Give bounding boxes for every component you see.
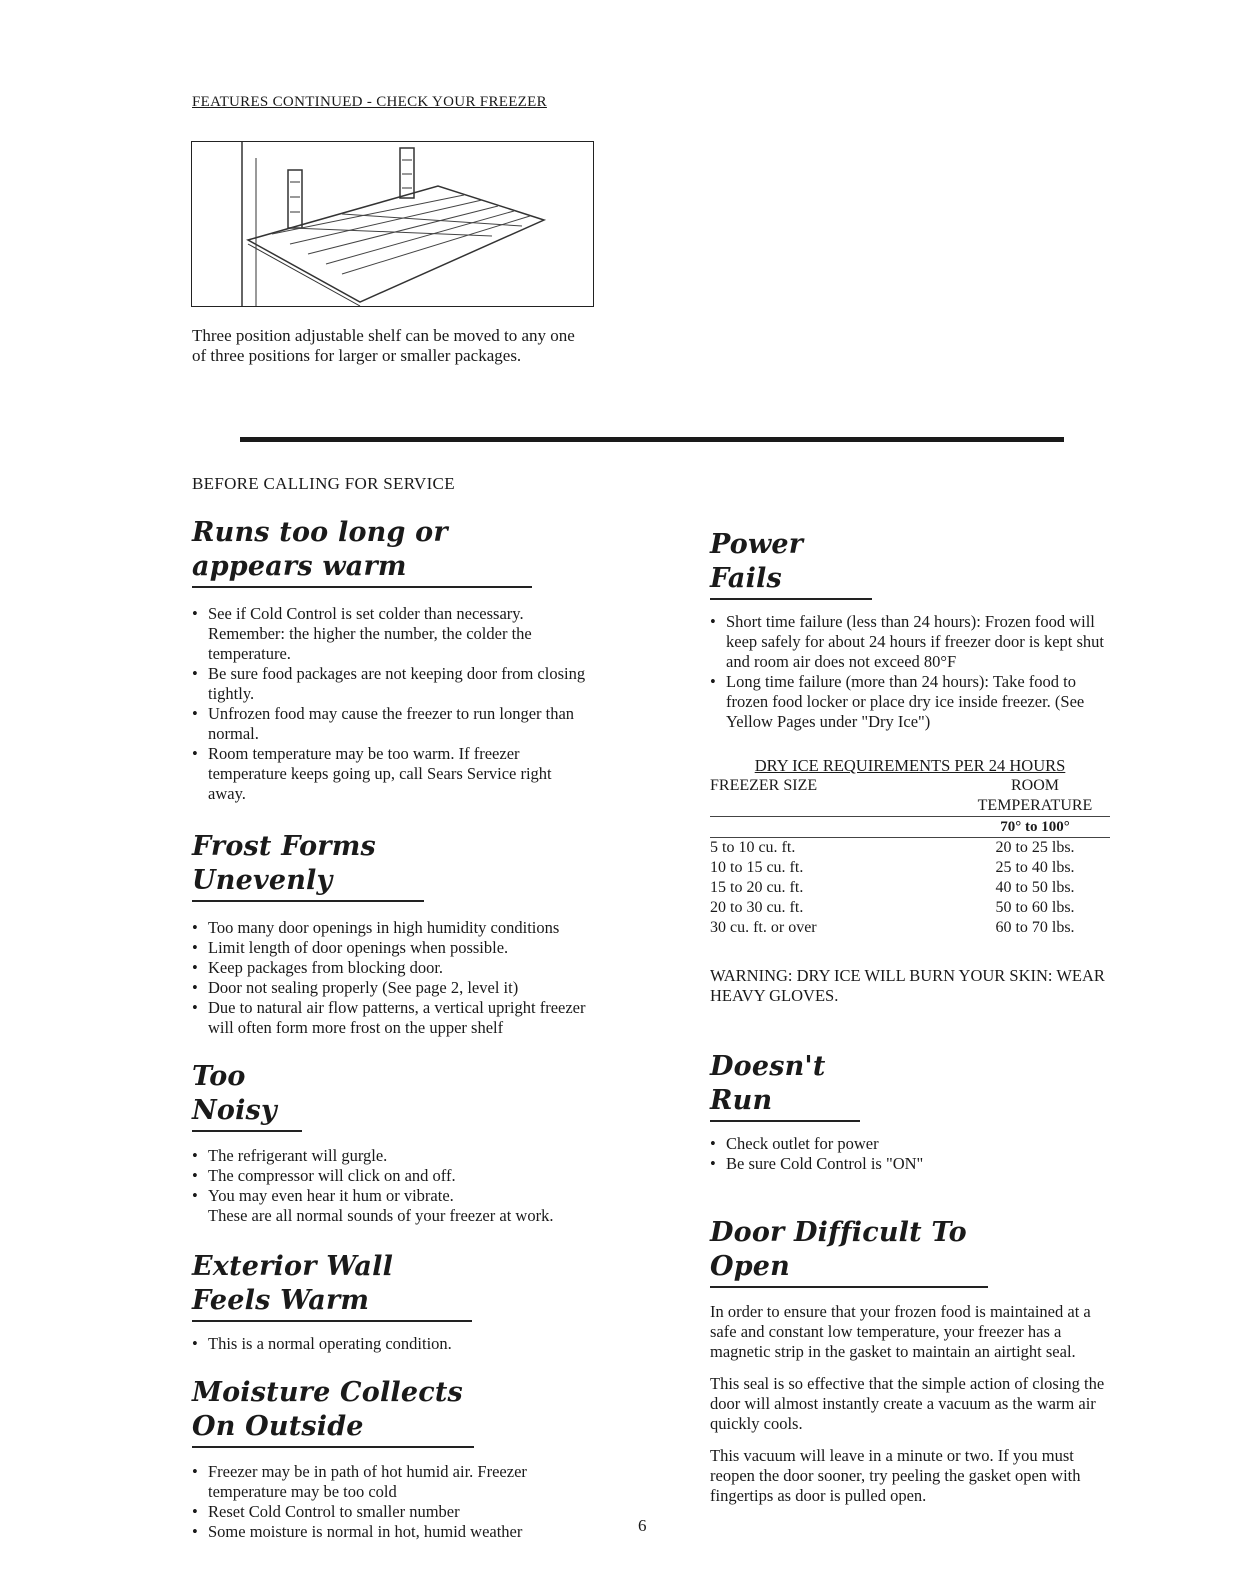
list-item: • Unfrozen food may cause the freezer to run longer than normal. bbox=[192, 704, 592, 744]
cell-size: 10 to 15 cu. ft. bbox=[710, 859, 804, 876]
door-paragraph: In order to ensure that your frozen food is maintained at a safe and constant low temperature, your freezer has a magnetic strip in the gasket to maintain an airtight seal. bbox=[710, 1302, 1091, 1361]
dry-ice-table bbox=[710, 756, 1110, 938]
col-room-temperature: ROOM TEMPERATURE bbox=[977, 777, 1093, 814]
page-number: 6 bbox=[638, 1516, 647, 1535]
list-item: • Too many door openings in high humidity conditions bbox=[192, 918, 592, 938]
col-freezer-size: FREEZER SIZE bbox=[710, 777, 818, 794]
doesnt-run-heading-rule bbox=[710, 1120, 860, 1122]
list-item: • See if Cold Control is set colder than necessary. Remember: the higher the number, the colder the temperature. bbox=[192, 604, 592, 664]
list-item: • This is a normal operating condition. bbox=[192, 1334, 592, 1354]
list-item: • Reset Cold Control to smaller number bbox=[192, 1502, 592, 1522]
exterior-list bbox=[192, 1334, 592, 1354]
list-item: • You may even hear it hum or vibrate. bbox=[192, 1186, 592, 1206]
door-heading-rule bbox=[710, 1286, 988, 1288]
dry-ice-subheader-row bbox=[710, 817, 1110, 838]
frost-title: Frost Forms Unevenly bbox=[192, 831, 376, 896]
power-title: Power Fails bbox=[710, 529, 804, 594]
table-row bbox=[710, 898, 1110, 918]
dry-ice-header-row bbox=[710, 776, 1110, 817]
table-row bbox=[710, 858, 1110, 878]
cell-amount: 40 to 50 lbs. bbox=[995, 879, 1075, 896]
table-row bbox=[710, 878, 1110, 898]
list-item: • Keep packages from blocking door. bbox=[192, 958, 592, 978]
list-item: • Freezer may be in path of hot humid air. Freezer temperature may be too cold bbox=[192, 1462, 592, 1502]
list-item: • Check outlet for power bbox=[710, 1134, 1110, 1154]
noisy-title: Too Noisy bbox=[192, 1061, 277, 1126]
list-item: • Some moisture is normal in hot, humid weather bbox=[192, 1522, 592, 1542]
cell-amount: 25 to 40 lbs. bbox=[995, 859, 1075, 876]
table-row bbox=[710, 918, 1110, 938]
cell-amount: 20 to 25 lbs. bbox=[995, 839, 1075, 856]
runs-title: Runs too long or appears warm bbox=[192, 517, 448, 582]
doesnt-run-title: Doesn't Run bbox=[710, 1051, 826, 1116]
dry-ice-warning: WARNING: DRY ICE WILL BURN YOUR SKIN: WEAR HEAVY GLOVES. bbox=[710, 966, 1105, 1005]
moisture-heading bbox=[192, 1376, 474, 1448]
noisy-heading-rule bbox=[192, 1130, 302, 1132]
list-item: • Door not sealing properly (See page 2, level it) bbox=[192, 978, 592, 998]
runs-heading bbox=[192, 516, 532, 588]
frost-heading bbox=[192, 830, 424, 902]
cell-size: 20 to 30 cu. ft. bbox=[710, 899, 804, 916]
list-item: • Room temperature may be too warm. If freezer temperature keeps going up, call Sears Service right away. bbox=[192, 744, 592, 804]
before-service-heading: BEFORE CALLING FOR SERVICE bbox=[192, 474, 455, 493]
door-paragraph: This seal is so effective that the simple action of closing the door will almost instantly create a vacuum as the warm air quickly cools. bbox=[710, 1374, 1105, 1433]
door-heading bbox=[710, 1216, 988, 1288]
cell-amount: 60 to 70 lbs. bbox=[995, 919, 1075, 936]
cell-size: 5 to 10 cu. ft. bbox=[710, 839, 796, 856]
power-heading-rule bbox=[710, 598, 872, 600]
shelf-figure-frame bbox=[191, 141, 594, 307]
temperature-range: 70° to 100° bbox=[1000, 819, 1070, 835]
cell-amount: 50 to 60 lbs. bbox=[995, 899, 1075, 916]
table-row bbox=[710, 838, 1110, 858]
dry-ice-title: DRY ICE REQUIREMENTS PER 24 HOURS bbox=[754, 756, 1066, 775]
cell-size: 15 to 20 cu. ft. bbox=[710, 879, 804, 896]
list-item: • The compressor will click on and off. bbox=[192, 1166, 592, 1186]
list-item: • Long time failure (more than 24 hours): Take food to frozen food locker or place dry ice inside freezer. (See Yellow Pages under "Dry Ice") bbox=[710, 672, 1110, 732]
right-column bbox=[710, 528, 1110, 1518]
list-item: • Due to natural air flow patterns, a vertical upright freezer will often form more frost on the upper shelf bbox=[192, 998, 592, 1038]
page-header-title: FEATURES CONTINUED - CHECK YOUR FREEZER bbox=[192, 94, 547, 110]
frost-list bbox=[192, 918, 592, 1038]
moisture-title: Moisture Collects On Outside bbox=[192, 1377, 463, 1442]
list-item: • Limit length of door openings when possible. bbox=[192, 938, 592, 958]
exterior-heading bbox=[192, 1250, 472, 1322]
door-paragraph: This vacuum will leave in a minute or two. If you must reopen the door sooner, try peeling the gasket open with fingertips as door is pulled open. bbox=[710, 1446, 1081, 1505]
frost-heading-rule bbox=[192, 900, 424, 902]
shelf-caption: Three position adjustable shelf can be moved to any one of three positions for larger or smaller packages. bbox=[192, 326, 575, 365]
noisy-heading bbox=[192, 1060, 302, 1132]
cell-size: 30 cu. ft. or over bbox=[710, 919, 817, 936]
noisy-list bbox=[192, 1146, 592, 1206]
list-item: • Be sure food packages are not keeping door from closing tightly. bbox=[192, 664, 592, 704]
exterior-heading-rule bbox=[192, 1320, 472, 1322]
list-item: • The refrigerant will gurgle. bbox=[192, 1146, 592, 1166]
adjustable-shelf-illustration bbox=[192, 142, 593, 306]
door-title: Door Difficult To Open bbox=[710, 1217, 967, 1282]
power-list bbox=[710, 612, 1110, 732]
doesnt-run-list bbox=[710, 1134, 1110, 1174]
door-paragraphs bbox=[710, 1302, 1110, 1506]
left-column bbox=[192, 516, 592, 1542]
doesnt-run-heading bbox=[710, 1050, 860, 1122]
list-item: • Short time failure (less than 24 hours): Frozen food will keep safely for about 24 hours if freezer door is kept shut and room air does not exceed 80°F bbox=[710, 612, 1110, 672]
power-heading bbox=[710, 528, 872, 600]
noisy-note: These are all normal sounds of your freezer at work. bbox=[208, 1206, 554, 1225]
runs-heading-rule bbox=[192, 586, 532, 588]
exterior-title: Exterior Wall Feels Warm bbox=[192, 1251, 394, 1316]
section-divider bbox=[240, 437, 1064, 442]
runs-list bbox=[192, 604, 592, 804]
moisture-list bbox=[192, 1462, 592, 1542]
moisture-heading-rule bbox=[192, 1446, 474, 1448]
list-item: • Be sure Cold Control is "ON" bbox=[710, 1154, 1110, 1174]
